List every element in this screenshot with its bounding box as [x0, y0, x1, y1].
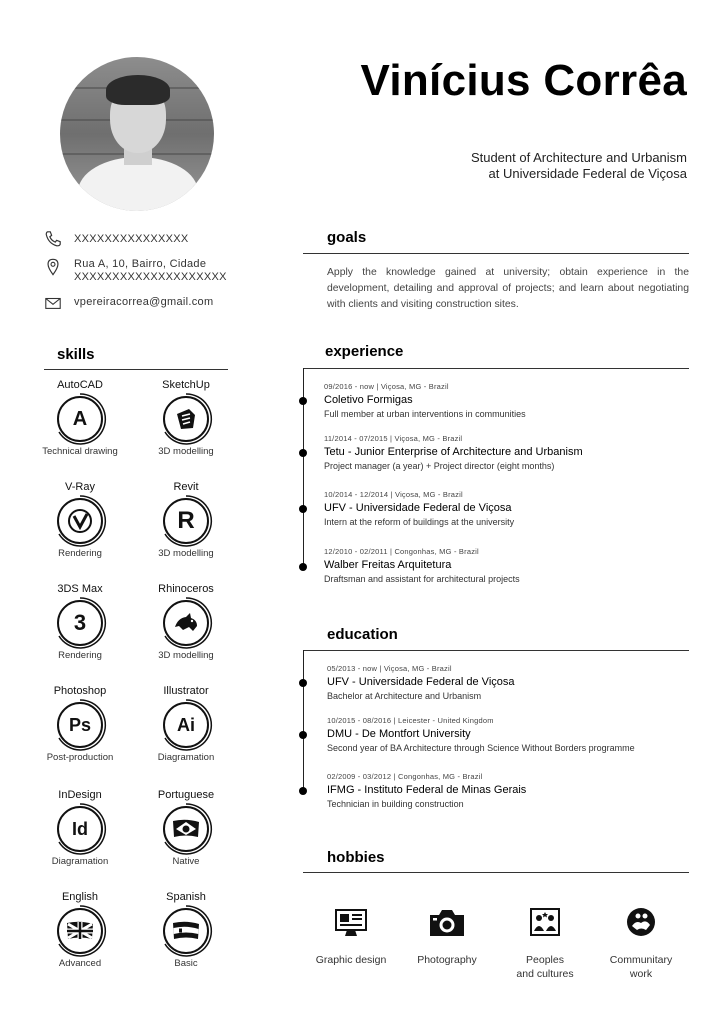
- skill-3ds-max: [30, 582, 130, 661]
- entry-title: Coletivo Formigas: [324, 394, 413, 406]
- skill-level-arc: [53, 596, 107, 650]
- skill-indesign: [30, 788, 130, 867]
- skill-level-arc: [159, 698, 213, 752]
- graphic-design-icon: [331, 906, 371, 940]
- skill-name: English: [61, 891, 99, 903]
- skill-label: Rendering: [58, 650, 102, 661]
- skill-label: 3D modelling: [158, 446, 214, 457]
- 3ds-max-icon: 3: [57, 600, 103, 646]
- skill-level-arc: [53, 698, 107, 752]
- profile-photo: [60, 57, 214, 211]
- hobby-peoples-cultures: [500, 906, 590, 981]
- skill-name: V-Ray: [65, 481, 95, 493]
- skill-label: Native: [172, 856, 200, 867]
- skill-label: Diagramation: [51, 856, 109, 867]
- skill-name: 3DS Max: [57, 583, 103, 595]
- entry-meta: 10/2015 - 08/2016 | Leicester - United Kingdom: [327, 716, 494, 725]
- education-heading: education: [327, 626, 398, 643]
- skill-level-arc: [53, 494, 107, 548]
- subtitle-line-2: at Universidade Federal de Viçosa: [488, 166, 687, 181]
- education-entry: [327, 716, 635, 753]
- contact-email: [44, 294, 213, 312]
- skill-name: Illustrator: [163, 685, 209, 697]
- skill-photoshop: [30, 684, 130, 763]
- goals-heading: goals: [327, 229, 367, 246]
- hobbies-heading: hobbies: [327, 849, 385, 866]
- autocad-icon: A: [57, 396, 103, 442]
- education-divider: [303, 650, 689, 651]
- experience-divider: [303, 368, 689, 369]
- skill-level-arc: [159, 904, 213, 958]
- entry-meta: 09/2016 - now | Viçosa, MG - Brazil: [324, 382, 449, 391]
- address-line-1: Rua A, 10, Bairro, Cidade: [74, 258, 207, 270]
- education-entry: [327, 664, 515, 701]
- rhinoceros-icon: [163, 600, 209, 646]
- entry-meta: 11/2014 - 07/2015 | Viçosa, MG - Brazil: [324, 434, 463, 443]
- entry-meta: 05/2013 - now | Viçosa, MG - Brazil: [327, 664, 452, 673]
- hobby-graphic-design: [306, 906, 396, 967]
- skill-label: 3D modelling: [158, 548, 214, 559]
- skill-name: Rhinoceros: [158, 583, 214, 595]
- entry-description: Second year of BA Architecture through Science Without Borders programme: [327, 743, 635, 753]
- indesign-icon: Id: [57, 806, 103, 852]
- skill-name: Spanish: [166, 891, 206, 903]
- timeline-dot: [299, 679, 307, 687]
- education-entry: [327, 772, 526, 809]
- skill-name: AutoCAD: [57, 379, 103, 391]
- person-name: Vinícius Corrêa: [360, 56, 687, 105]
- skill-label: 3D modelling: [158, 650, 214, 661]
- experience-entry: [324, 382, 526, 419]
- vray-icon: [57, 498, 103, 544]
- skill-label: Technical drawing: [42, 446, 118, 457]
- brazil-flag-icon: [163, 806, 209, 852]
- photoshop-icon: Ps: [57, 702, 103, 748]
- entry-meta: 10/2014 - 12/2014 | Viçosa, MG - Brazil: [324, 490, 463, 499]
- skill-name: Revit: [173, 481, 199, 493]
- skill-label: Rendering: [58, 548, 102, 559]
- timeline-dot: [299, 449, 307, 457]
- skill-level-arc: [53, 802, 107, 856]
- entry-description: Draftsman and assistant for architectural projects: [324, 574, 520, 584]
- contact-address: [44, 258, 227, 284]
- entry-title: UFV - Universidade Federal de Viçosa: [327, 676, 515, 688]
- spain-flag-icon: [163, 908, 209, 954]
- hobby-label: Peoples and cultures: [516, 954, 574, 980]
- uk-flag-icon: [57, 908, 103, 954]
- skill-label: Post-production: [46, 752, 114, 763]
- illustrator-icon: Ai: [163, 702, 209, 748]
- contact-phone: [44, 230, 189, 248]
- entry-description: Intern at the reform of buildings at the university: [324, 517, 515, 527]
- email-link[interactable]: vpereiracorrea@gmail.com: [74, 296, 214, 308]
- skill-name: SketchUp: [162, 379, 210, 391]
- phone-text: XXXXXXXXXXXXXXX: [74, 233, 189, 245]
- entry-meta: 12/2010 - 02/2011 | Congonhas, MG - Brazil: [324, 547, 479, 556]
- timeline-dot: [299, 563, 307, 571]
- entry-description: Project manager (a year) + Project director (eight months): [324, 461, 555, 471]
- skill-revit: [136, 480, 236, 559]
- experience-entry: [324, 490, 514, 527]
- timeline-dot: [299, 397, 307, 405]
- skill-level-arc: [53, 904, 107, 958]
- hobby-label: Photography: [417, 954, 477, 966]
- entry-title: IFMG - Instituto Federal de Minas Gerais: [327, 784, 527, 796]
- entry-title: DMU - De Montfort University: [327, 728, 471, 740]
- entry-description: Bachelor at Architecture and Urbanism: [327, 691, 482, 701]
- timeline-dot: [299, 787, 307, 795]
- goals-text: Apply the knowledge gained at university; obtain experience in the development, detailing and approval of projects; and learn about negotiating with clients and visiting construction sites.: [327, 267, 689, 310]
- envelope-icon: [44, 294, 62, 312]
- entry-title: UFV - Universidade Federal de Viçosa: [324, 502, 512, 514]
- skill-name: InDesign: [58, 789, 102, 801]
- address-line-2: XXXXXXXXXXXXXXXXXXXX: [74, 271, 227, 283]
- skill-name: Portuguese: [157, 789, 215, 801]
- skill-level-arc: [159, 596, 213, 650]
- experience-entry: [324, 434, 583, 471]
- hobby-photography: [402, 906, 492, 967]
- entry-title: Walber Freitas Arquitetura: [324, 559, 452, 571]
- camera-icon: [427, 906, 467, 940]
- hobby-communitary-work: [596, 906, 686, 981]
- skill-english: [30, 890, 130, 969]
- person-subtitle: [471, 150, 687, 182]
- communitary-work-icon: [621, 906, 661, 940]
- skill-level-arc: [159, 802, 213, 856]
- skill-illustrator: [136, 684, 236, 763]
- sketchup-icon: [163, 396, 209, 442]
- skill-spanish: [136, 890, 236, 969]
- skill-autocad: [30, 378, 130, 457]
- entry-description: Full member at urban interventions in communities: [324, 409, 526, 419]
- hobby-label: Communitary work: [609, 954, 673, 980]
- experience-heading: experience: [325, 343, 404, 360]
- skill-vray: [30, 480, 130, 559]
- skill-rhinoceros: [136, 582, 236, 661]
- timeline-dot: [299, 505, 307, 513]
- entry-title: Tetu - Junior Enterprise of Architecture and Urbanism: [324, 446, 583, 458]
- experience-entry: [324, 547, 520, 584]
- skill-level-arc: [159, 494, 213, 548]
- skill-sketchup: [136, 378, 236, 457]
- skills-divider: [44, 369, 228, 370]
- skill-label: Diagramation: [157, 752, 215, 763]
- subtitle-line-1: Student of Architecture and Urbanism: [470, 150, 687, 165]
- timeline-dot: [299, 731, 307, 739]
- location-pin-icon: [44, 258, 62, 276]
- skills-heading: skills: [57, 346, 95, 363]
- hobbies-divider: [303, 872, 689, 873]
- skill-level-arc: [159, 392, 213, 446]
- entry-meta: 02/2009 - 03/2012 | Congonhas, MG - Brazil: [327, 772, 483, 781]
- education-timeline: [303, 650, 304, 790]
- skill-level-arc: [53, 392, 107, 446]
- peoples-cultures-icon: [525, 906, 565, 940]
- skill-label: Advanced: [58, 958, 102, 969]
- skill-portuguese: [136, 788, 236, 867]
- hobby-label: Graphic design: [315, 954, 387, 966]
- revit-icon: R: [163, 498, 209, 544]
- goals-divider: [303, 253, 689, 254]
- entry-description: Technician in building construction: [327, 799, 464, 809]
- skill-label: Basic: [174, 958, 198, 969]
- phone-icon: [44, 230, 62, 248]
- skill-name: Photoshop: [53, 685, 107, 697]
